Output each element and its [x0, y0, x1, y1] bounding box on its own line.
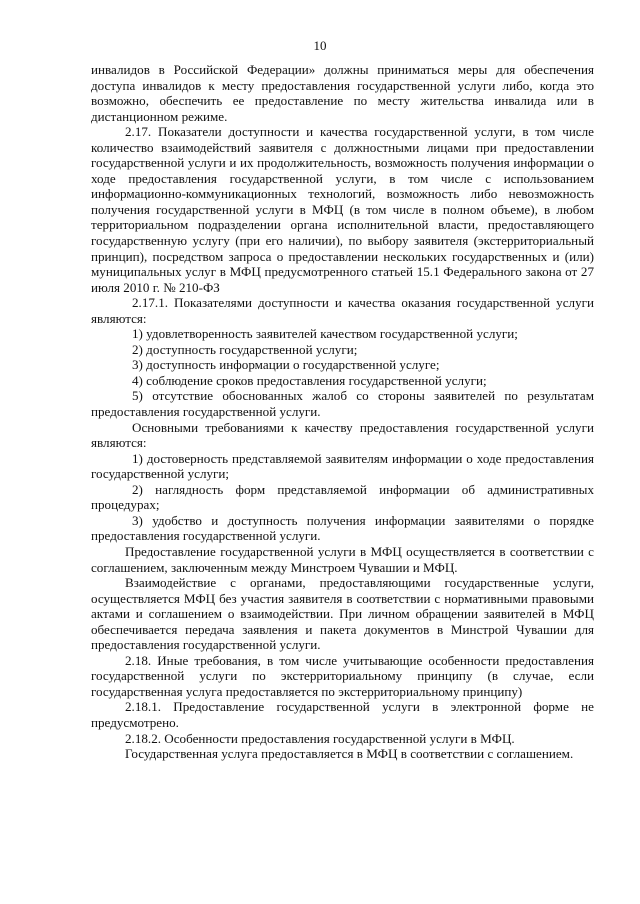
list-item: 4) соблюдение сроков предоставления государственной услуги; [132, 372, 487, 388]
list-item: 5) отсутствие обоснованных жалоб со стороны заявителей по результатам предоставления государственной услуги. [91, 388, 594, 420]
list-item: 3) доступность информации о государственной услуге; [132, 357, 440, 373]
list-item: 3) удобство и доступность получения информации заявителями о порядке предоставления государственной услуги. [91, 512, 594, 544]
paragraph-2-18-2: 2.18.2. Особенности предоставления государственной услуги в МФЦ. [125, 730, 515, 746]
paragraph-final: Государственная услуга предоставляется в МФЦ в соответствии с соглашением. [125, 746, 574, 762]
paragraph-continuation: инвалидов в Российской Федерации» должны приниматься меры для обеспечения доступа инвалидов к месту предоставления государственной услуги либо, когда это возможно, обеспечить ее предоставление по месту жительства инвалида или в дистанционном режиме. [91, 62, 594, 124]
paragraph-2-18-1: 2.18.1. Предоставление государственной услуги в электронной форме не предусмотрено. [91, 699, 594, 730]
paragraph-2-17-1: 2.17.1. Показателями доступности и качества оказания государственной услуги являются: [91, 295, 594, 326]
list-item: 1) достоверность представляемой заявителям информации о ходе предоставления государственной услуги; [91, 450, 594, 482]
paragraph-quality-requirements: Основными требованиями к качеству предоставления государственной услуги являются: [91, 419, 594, 451]
list-item: 2) наглядность форм представляемой информации об административных процедурах; [91, 481, 594, 513]
list-item: 1) удовлетворенность заявителей качеством государственной услуги; [132, 326, 518, 342]
paragraph-2-18: 2.18. Иные требования, в том числе учитывающие особенности предоставления государственной услуги по экстерриториальному принципу (в случае, если государственная услуга предоставляется по экстерриториальному принципу) [91, 652, 594, 699]
list-item: 2) доступность государственной услуги; [132, 341, 358, 357]
paragraph-mfc-agreement: Предоставление государственной услуги в МФЦ осуществляется в соответствии с соглашением, заключенным между Минстроем Чувашии и МФЦ. [91, 543, 594, 575]
paragraph-2-17: 2.17. Показатели доступности и качества государственной услуги, в том числе количество взаимодействий заявителя с должностными лицами при предоставлении государственной услуги и их продолжительность, возможность получения информации о ходе предоставления государственной услуги, в том числе с использованием информационно-коммуникационных технологий, возможность либо невозможность получения государственной услуги в МФЦ (в том числе в полном объеме), в любом территориальном подразделении органа исполнительной власти, предоставляющего государственную услугу (при его наличии), по выбору заявителя (экстерриториальный принцип), посредством запроса о предоставлении нескольких государственных и (или) муниципальных услуг в МФЦ предусмотренного статьей 15.1 Федерального закона от 27 июля 2010 г. № 210-ФЗ [91, 124, 594, 295]
paragraph-interaction: Взаимодействие с органами, предоставляющими государственные услуги, осуществляется МФЦ без участия заявителя в соответствии с нормативными правовыми актами и соглашением о взаимодействии. При личном обращении заявителей в МФЦ обеспечивается передача заявления и пакета документов в Минстрой Чувашии для предоставления государственной услуги. [91, 575, 594, 653]
page-number: 10 [313, 38, 327, 53]
document-body [91, 62, 594, 762]
